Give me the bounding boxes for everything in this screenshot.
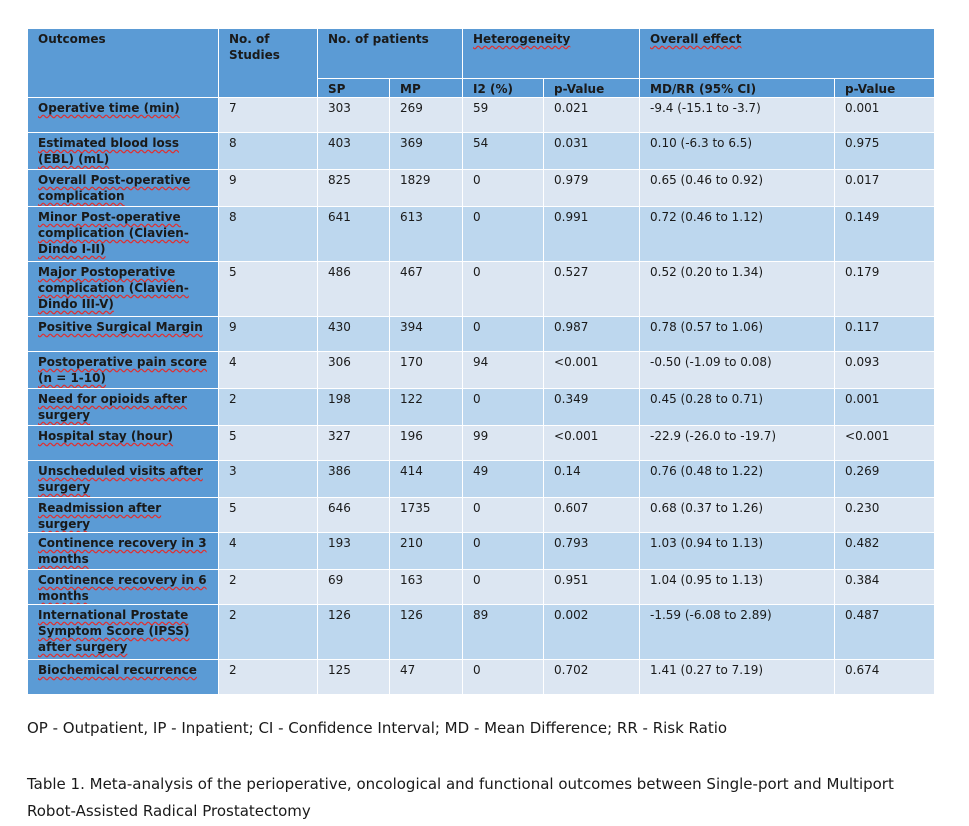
table-row [28,605,935,660]
table-caption: Table 1. Meta-analysis of the perioperative, oncological and functional outcomes between Single-port and Multiport Robot-Assisted Radical Prostatectomy [27,775,894,820]
table-row [28,570,935,605]
cell-i2: 0 [463,570,544,605]
cell-outcome: Estimated blood loss (EBL) (mL) [28,133,219,170]
cell-mp: 163 [390,570,463,605]
table-row [28,207,935,262]
cell-mdrr: 0.10 (-6.3 to 6.5) [640,133,835,170]
cell-mp: 414 [390,461,463,498]
cell-p-eff: 0.001 [835,98,935,133]
cell-p-het: 0.987 [544,317,640,352]
cell-sp: 125 [318,660,390,695]
cell-p-eff: 0.093 [835,352,935,389]
cell-p-eff: 0.269 [835,461,935,498]
cell-i2: 49 [463,461,544,498]
cell-studies: 8 [219,207,318,262]
cell-p-eff: 0.487 [835,605,935,660]
cell-mdrr: 0.78 (0.57 to 1.06) [640,317,835,352]
cell-sp: 306 [318,352,390,389]
cell-p-het: 0.527 [544,262,640,317]
header-studies: No. of Studies [219,29,318,98]
table-row [28,533,935,570]
cell-i2: 0 [463,207,544,262]
cell-studies: 5 [219,262,318,317]
table-row [28,498,935,533]
cell-i2: 0 [463,533,544,570]
outcomes-table [27,28,935,695]
cell-outcome: Readmission after surgery [28,498,219,533]
cell-outcome: Minor Post-operative complication (Clavien-Dindo I-II) [28,207,219,262]
cell-sp: 303 [318,98,390,133]
table-row [28,262,935,317]
cell-mp: 170 [390,352,463,389]
cell-outcome: International Prostate Symptom Score (IPSS) after surgery [28,605,219,660]
cell-p-eff: 0.117 [835,317,935,352]
table-row [28,170,935,207]
cell-outcome: Continence recovery in 3 months [28,533,219,570]
cell-p-eff: 0.384 [835,570,935,605]
header-p-het: p-Value [544,79,640,98]
cell-p-het: 0.793 [544,533,640,570]
cell-outcome: Major Postoperative complication (Clavien-Dindo III-V) [28,262,219,317]
cell-mp: 122 [390,389,463,426]
header-i2: I2 (%) [463,79,544,98]
cell-sp: 430 [318,317,390,352]
abbreviations-note: OP - Outpatient, IP - Inpatient; CI - Confidence Interval; MD - Mean Difference; RR - Risk Ratio [27,719,728,737]
cell-p-eff: 0.017 [835,170,935,207]
cell-outcome: Hospital stay (hour) [28,426,219,461]
cell-p-eff: 0.975 [835,133,935,170]
cell-outcome: Need for opioids after surgery [28,389,219,426]
table-row [28,426,935,461]
cell-sp: 126 [318,605,390,660]
cell-sp: 69 [318,570,390,605]
cell-p-eff: 0.230 [835,498,935,533]
cell-p-eff: 0.001 [835,389,935,426]
cell-studies: 8 [219,133,318,170]
cell-outcome: Continence recovery in 6 months [28,570,219,605]
cell-i2: 54 [463,133,544,170]
cell-sp: 327 [318,426,390,461]
cell-mdrr: 0.45 (0.28 to 0.71) [640,389,835,426]
table-row [28,352,935,389]
header-mp: MP [390,79,463,98]
cell-mp: 196 [390,426,463,461]
cell-outcome: Positive Surgical Margin [28,317,219,352]
cell-p-het: <0.001 [544,352,640,389]
table-row [28,133,935,170]
cell-p-het: 0.021 [544,98,640,133]
cell-p-het: 0.979 [544,170,640,207]
cell-sp: 646 [318,498,390,533]
header-sp: SP [318,79,390,98]
table-row [28,660,935,695]
table-row [28,389,935,426]
cell-studies: 9 [219,317,318,352]
cell-p-het: 0.607 [544,498,640,533]
cell-mp: 1829 [390,170,463,207]
header-outcomes: Outcomes [28,29,219,98]
cell-mp: 47 [390,660,463,695]
cell-mp: 269 [390,98,463,133]
cell-i2: 94 [463,352,544,389]
cell-p-het: 0.002 [544,605,640,660]
cell-mdrr: -0.50 (-1.09 to 0.08) [640,352,835,389]
cell-sp: 403 [318,133,390,170]
table-body [28,98,935,695]
cell-studies: 5 [219,498,318,533]
cell-studies: 2 [219,570,318,605]
cell-studies: 4 [219,533,318,570]
table-row [28,461,935,498]
cell-sp: 825 [318,170,390,207]
header-patients: No. of patients [318,29,463,79]
cell-i2: 0 [463,262,544,317]
cell-mdrr: 0.72 (0.46 to 1.12) [640,207,835,262]
cell-i2: 89 [463,605,544,660]
cell-studies: 2 [219,389,318,426]
cell-outcome: Operative time (min) [28,98,219,133]
cell-mdrr: 1.04 (0.95 to 1.13) [640,570,835,605]
cell-mdrr: 0.76 (0.48 to 1.22) [640,461,835,498]
cell-studies: 5 [219,426,318,461]
cell-mdrr: -9.4 (-15.1 to -3.7) [640,98,835,133]
cell-sp: 641 [318,207,390,262]
cell-p-het: 0.031 [544,133,640,170]
cell-studies: 4 [219,352,318,389]
cell-p-het: 0.349 [544,389,640,426]
cell-p-het: 0.991 [544,207,640,262]
cell-studies: 3 [219,461,318,498]
cell-outcome: Overall Post-operative complication [28,170,219,207]
header-mdrr: MD/RR (95% CI) [640,79,835,98]
cell-p-eff: 0.482 [835,533,935,570]
cell-sp: 198 [318,389,390,426]
table-row [28,317,935,352]
cell-p-het: 0.702 [544,660,640,695]
cell-sp: 193 [318,533,390,570]
cell-studies: 2 [219,660,318,695]
header-overall-effect: Overall effect [640,29,935,79]
cell-mdrr: -22.9 (-26.0 to -19.7) [640,426,835,461]
cell-mp: 126 [390,605,463,660]
cell-studies: 7 [219,98,318,133]
cell-i2: 99 [463,426,544,461]
cell-mp: 210 [390,533,463,570]
cell-mp: 1735 [390,498,463,533]
cell-i2: 0 [463,170,544,207]
cell-studies: 2 [219,605,318,660]
cell-outcome: Unscheduled visits after surgery [28,461,219,498]
cell-p-eff: 0.179 [835,262,935,317]
cell-mdrr: 0.68 (0.37 to 1.26) [640,498,835,533]
cell-p-het: 0.14 [544,461,640,498]
cell-outcome: Postoperative pain score (n = 1-10) [28,352,219,389]
cell-mp: 613 [390,207,463,262]
cell-i2: 0 [463,389,544,426]
cell-sp: 386 [318,461,390,498]
table-row [28,98,935,133]
cell-mdrr: 1.03 (0.94 to 1.13) [640,533,835,570]
cell-outcome: Biochemical recurrence [28,660,219,695]
cell-p-eff: 0.674 [835,660,935,695]
cell-p-eff: 0.149 [835,207,935,262]
cell-p-het: 0.951 [544,570,640,605]
cell-mdrr: 0.52 (0.20 to 1.34) [640,262,835,317]
header-p-eff: p-Value [835,79,935,98]
cell-p-het: <0.001 [544,426,640,461]
cell-studies: 9 [219,170,318,207]
cell-mdrr: 1.41 (0.27 to 7.19) [640,660,835,695]
cell-mdrr: -1.59 (-6.08 to 2.89) [640,605,835,660]
cell-i2: 0 [463,660,544,695]
header-heterogeneity: Heterogeneity [463,29,640,79]
cell-mp: 467 [390,262,463,317]
cell-mdrr: 0.65 (0.46 to 0.92) [640,170,835,207]
cell-i2: 0 [463,498,544,533]
cell-mp: 394 [390,317,463,352]
cell-sp: 486 [318,262,390,317]
cell-i2: 0 [463,317,544,352]
cell-p-eff: <0.001 [835,426,935,461]
cell-mp: 369 [390,133,463,170]
cell-i2: 59 [463,98,544,133]
